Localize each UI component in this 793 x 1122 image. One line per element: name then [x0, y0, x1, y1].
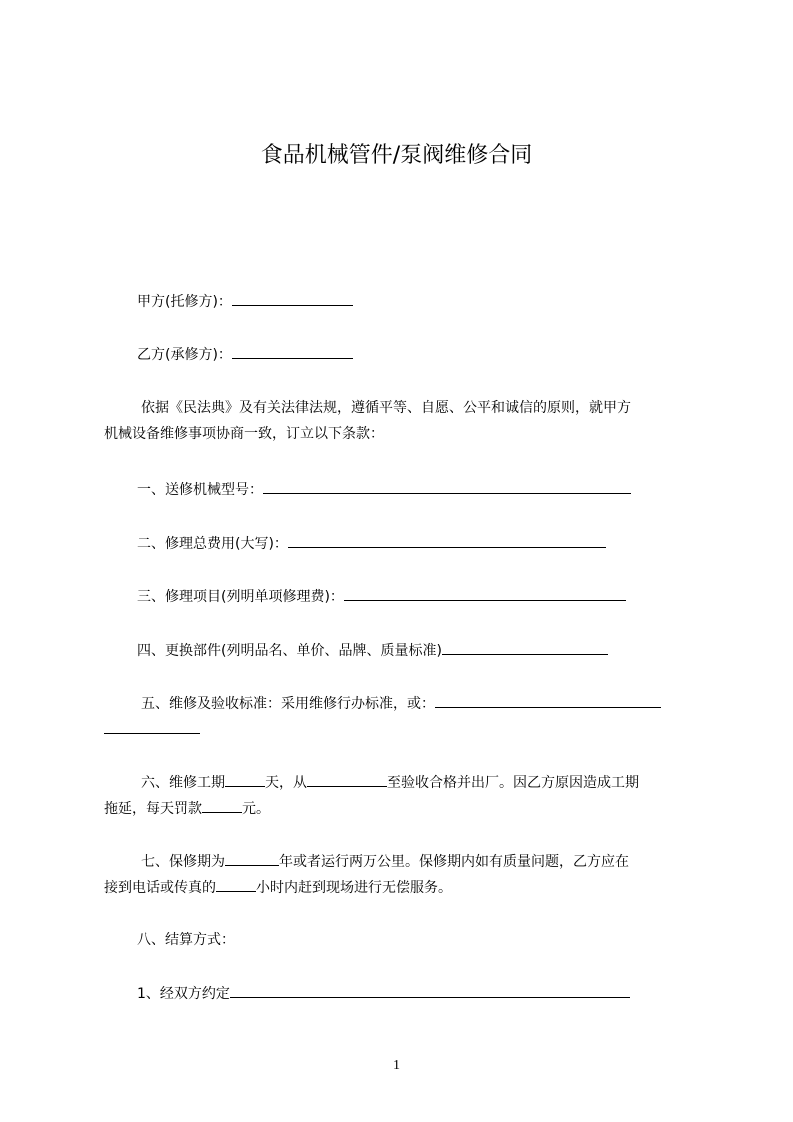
page-number: 1 [393, 1058, 400, 1073]
clause-8-item-1-blank [230, 983, 630, 998]
clause-3-blank [344, 586, 626, 601]
clause-1-blank [263, 479, 631, 494]
clause-6-line2-label-b: 元。 [242, 801, 270, 817]
clause-6-line-2 [104, 798, 270, 819]
clause-3 [137, 586, 626, 607]
clause-2 [137, 533, 606, 554]
clause-3-label: 三、修理项目(列明单项修理费)： [137, 589, 344, 605]
clause-7-line-2 [104, 877, 452, 898]
clause-8-item-1-label: 1、经双方约定 [137, 986, 230, 1002]
clause-6-penalty-blank [202, 798, 242, 813]
clause-7-years-blank [225, 851, 279, 866]
clause-5-continuation [104, 719, 200, 740]
party-b-blank [232, 344, 353, 359]
clause-5 [141, 693, 661, 714]
clause-6-label-c: 至验收合格并出厂。因乙方原因造成工期 [387, 775, 639, 791]
intro-line-1: 依据《民法典》及有关法律法规，遵循平等、自愿、公平和诚信的原则，就甲方 [141, 400, 631, 416]
clause-4-label: 四、更换部件(列明品名、单价、品牌、质量标准) [137, 643, 442, 659]
party-b-label: 乙方(承修方)： [137, 347, 232, 363]
clause-8-item-1 [137, 983, 630, 1004]
clause-1-label: 一、送修机械型号： [137, 482, 263, 498]
clause-7-label-b: 年或者运行两万公里。保修期内如有质量问题，乙方应在 [279, 854, 629, 870]
party-a-line [137, 291, 353, 312]
clause-6 [141, 772, 639, 793]
clause-5-label: 五、维修及验收标准：采用维修行办标准，或： [141, 696, 435, 712]
intro-line-2: 机械设备维修事项协商一致，订立以下条款： [104, 426, 384, 442]
clause-8: 八、结算方式： [137, 932, 235, 948]
clause-7 [141, 851, 629, 872]
clause-5-blank [435, 693, 661, 708]
clause-4 [137, 640, 608, 661]
clause-6-line2-label-a: 拖延，每天罚款 [104, 801, 202, 817]
document-title: 食品机械管件/泵阀维修合同 [260, 143, 533, 168]
clause-1 [137, 479, 631, 500]
clause-6-date-blank [307, 772, 387, 787]
party-a-blank [232, 291, 353, 306]
clause-7-line2-label-a: 接到电话或传真的 [104, 880, 216, 896]
clause-4-blank [442, 640, 608, 655]
clause-2-blank [288, 533, 606, 548]
clause-7-hours-blank [216, 877, 256, 892]
clause-5-blank-continued [104, 719, 200, 734]
clause-6-label-b: 天，从 [265, 775, 307, 791]
clause-6-days-blank [225, 772, 265, 787]
clause-7-line2-label-b: 小时内赶到现场进行无偿服务。 [256, 880, 452, 896]
clause-7-label-a: 七、保修期为 [141, 854, 225, 870]
clause-6-label-a: 六、维修工期 [141, 775, 225, 791]
party-b-line [137, 344, 353, 365]
clause-2-label: 二、修理总费用(大写)： [137, 536, 288, 552]
party-a-label: 甲方(托修方)： [137, 294, 232, 310]
